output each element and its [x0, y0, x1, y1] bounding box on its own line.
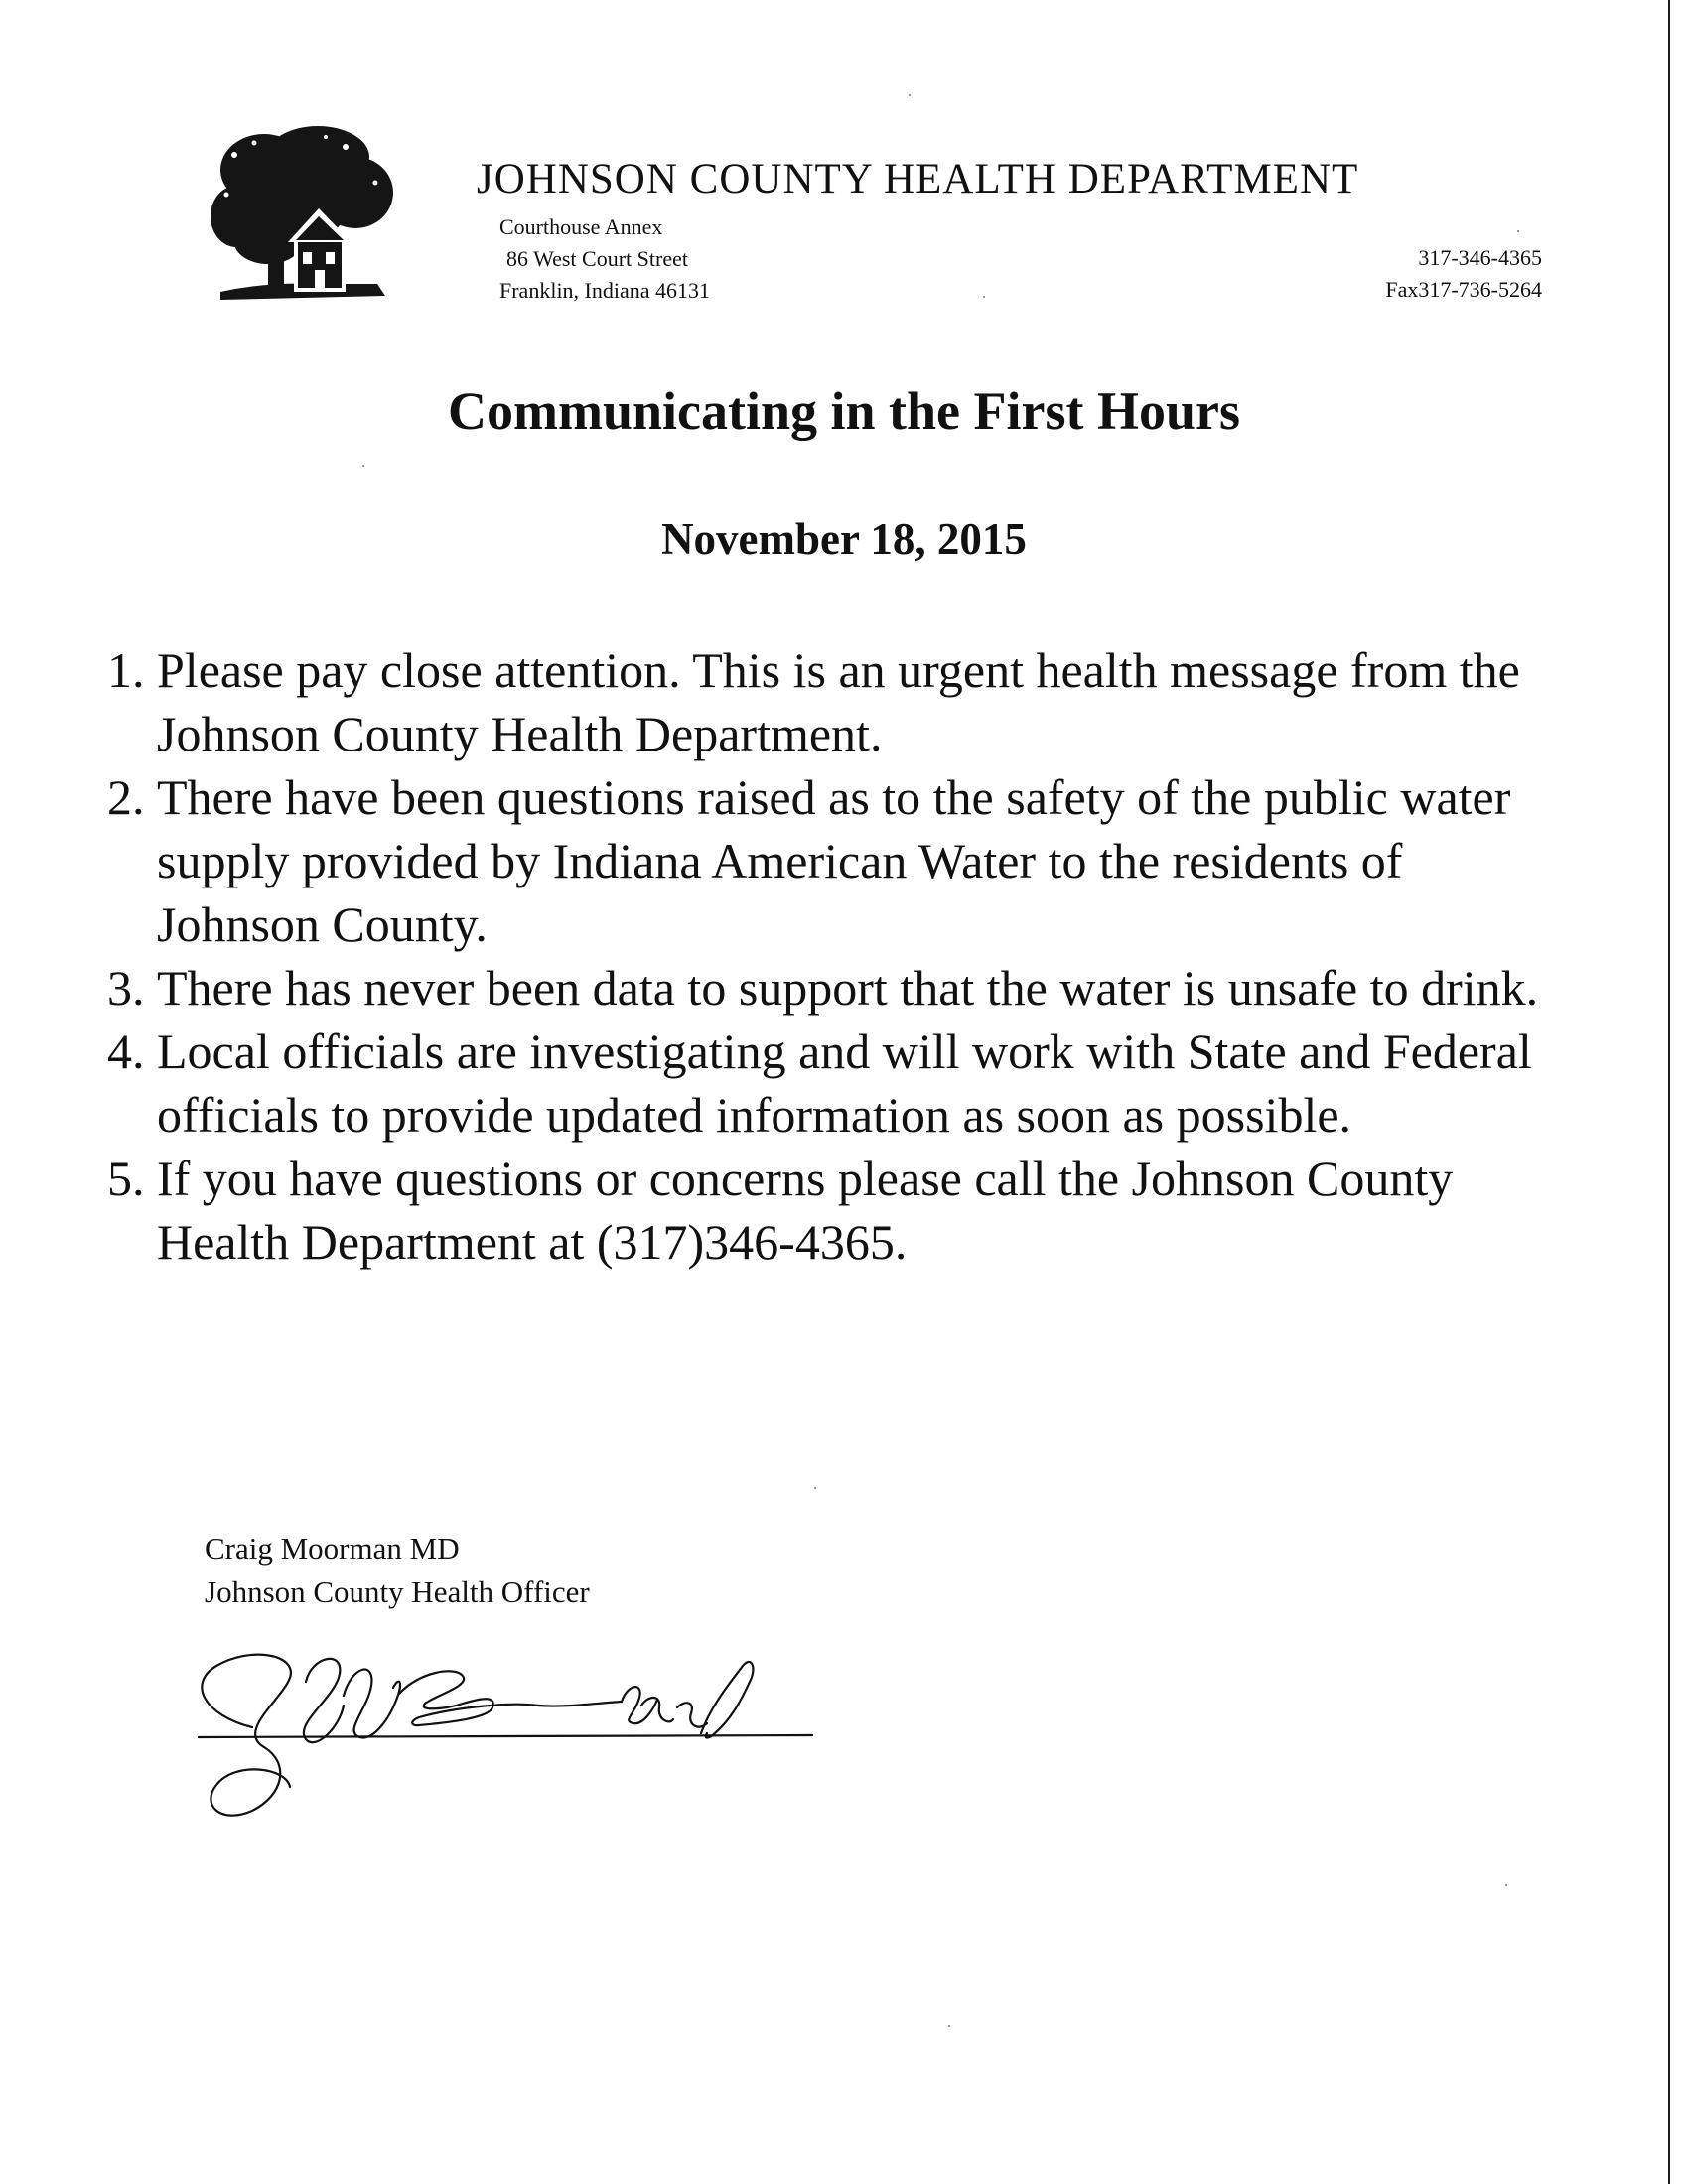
item-number: 3. [107, 960, 145, 1016]
item-number: 1. [107, 642, 145, 698]
address-line: 86 West Court Street [506, 246, 688, 271]
message-list [107, 638, 1567, 1274]
document-date: November 18, 2015 [661, 514, 1027, 564]
phone-number: 317-346-4365 [1418, 245, 1542, 270]
list-item [107, 1020, 1567, 1147]
item-number: 5. [107, 1151, 145, 1206]
list-item [107, 956, 1567, 1020]
item-text: There have been questions raised as to the safety of the public water supply provided by Indiana American Water to the residents of Johnson County. [157, 769, 1511, 952]
item-number: 2. [107, 769, 145, 825]
address-line: Courthouse Annex [499, 214, 663, 239]
item-text: Please pay close attention. This is an urgent health message from the Johnson County Health Department. [157, 642, 1520, 761]
item-text: Local officials are investigating and will work with State and Federal officials to provide updated information as soon as possible. [157, 1024, 1532, 1143]
item-text: If you have questions or concerns please call the Johnson County Health Department at (317)346-4365. [157, 1151, 1454, 1270]
scan-speck [983, 296, 985, 298]
item-text: There has never been data to support that the water is unsafe to drink. [157, 960, 1539, 1016]
signatory-block [205, 1527, 590, 1614]
list-item [107, 1147, 1567, 1274]
signatory-name: Craig Moorman MD [205, 1531, 460, 1566]
tree-house-logo-icon [207, 125, 397, 312]
contact-numbers [1385, 242, 1542, 306]
handwritten-signature [195, 1636, 830, 1825]
document-title: Communicating in the First Hours [447, 381, 1240, 441]
organization-address [499, 211, 710, 307]
scan-speck [948, 2025, 950, 2027]
scan-speck [362, 465, 364, 467]
scan-speck [814, 1487, 816, 1489]
list-item [107, 638, 1567, 765]
item-number: 4. [107, 1024, 145, 1079]
organization-name: JOHNSON COUNTY HEALTH DEPARTMENT [477, 156, 1359, 203]
scan-speck [909, 94, 911, 96]
address-line: Franklin, Indiana 46131 [499, 278, 711, 303]
scan-speck [1517, 230, 1519, 232]
scan-speck [1505, 1884, 1507, 1886]
signatory-title: Johnson County Health Officer [205, 1574, 590, 1609]
list-item [107, 765, 1567, 956]
page-edge-divider [1668, 0, 1670, 2184]
fax-number: Fax317-736-5264 [1385, 277, 1542, 302]
